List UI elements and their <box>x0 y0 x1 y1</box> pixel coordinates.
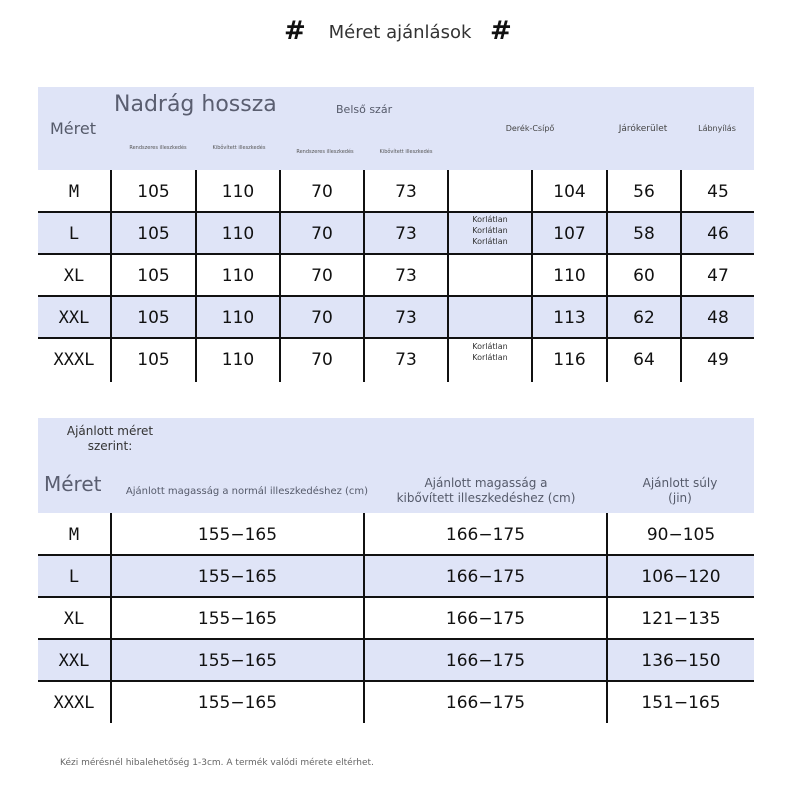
hip-cell: 107 <box>553 224 586 244</box>
length-regular-cell: 105 <box>137 350 170 370</box>
table2-normal-header: Ajánlott magasság a normál illeszkedéshez (cm) <box>125 486 369 497</box>
table2-extended-header-line1: Ajánlott magasság a <box>424 476 548 490</box>
footer-note: Kézi mérésnél hibalehetőség 1-3cm. A termék valódi mérete eltérhet. <box>60 758 374 768</box>
length-regular-cell: 105 <box>137 308 170 328</box>
normal-height-cell: 155−165 <box>197 567 278 587</box>
table1-leg-header: Lábnyílás <box>698 124 736 133</box>
extended-height-cell: 166−175 <box>445 693 526 713</box>
row-divider <box>38 680 754 682</box>
extended-height-cell: 166−175 <box>445 525 526 545</box>
row-divider <box>38 596 754 598</box>
size-cell: XL <box>63 266 85 286</box>
weight-cell: 136−150 <box>641 651 721 671</box>
thigh-cell: 58 <box>633 224 655 244</box>
inseam-regular-cell: 70 <box>311 308 333 328</box>
size-cell: XXXL <box>53 350 95 370</box>
size-cell: L <box>68 224 80 244</box>
table2-weight-header-line1: Ajánlott súly <box>642 476 718 490</box>
waist-note-line: Korlátlan <box>472 215 508 224</box>
size-cell: XXL <box>58 308 90 328</box>
row-divider <box>38 253 754 255</box>
inseam-extended-cell: 73 <box>395 182 417 202</box>
table1-inseam-header: Belső szár <box>336 103 393 116</box>
sub-label: Rendszeres illeszkedés <box>296 149 354 155</box>
thigh-cell: 62 <box>633 308 655 328</box>
table1-length-header: Nadrág hossza <box>114 92 277 117</box>
inseam-extended-cell: 73 <box>395 224 417 244</box>
table2-intro-line1: Ajánlott méret <box>66 424 154 438</box>
leg-opening-cell: 49 <box>707 350 729 370</box>
row-divider <box>38 211 754 213</box>
sub-label: Kibővített illeszkedés <box>212 145 266 151</box>
table2-weight-header-line2: (jin) <box>668 491 692 505</box>
sub-label: Kibővített illeszkedés <box>379 149 433 155</box>
inseam-regular-cell: 70 <box>311 350 333 370</box>
inseam-extended-cell: 73 <box>395 266 417 286</box>
waist-note <box>449 214 531 247</box>
size-cell: L <box>68 567 80 587</box>
table2-extended-header-line2: kibővített illeszkedéshez (cm) <box>396 491 576 505</box>
inseam-regular-cell: 70 <box>311 182 333 202</box>
weight-cell: 121−135 <box>641 609 721 629</box>
sub-label: Rendszeres illeszkedés <box>129 145 187 151</box>
table2-extended-header <box>366 476 606 506</box>
extended-height-cell: 166−175 <box>445 651 526 671</box>
extended-height-cell: 166−175 <box>445 567 526 587</box>
length-extended-cell: 110 <box>221 308 255 328</box>
size-cell: M <box>68 525 80 545</box>
leg-opening-cell: 47 <box>707 266 729 286</box>
waist-note-line: Korlátlan <box>472 353 508 362</box>
table1-thigh-header: Járókerület <box>618 124 668 134</box>
table2-intro <box>64 424 156 454</box>
weight-cell: 106−120 <box>641 567 721 587</box>
page-header <box>0 14 800 54</box>
row-divider <box>38 638 754 640</box>
row-divider <box>38 337 754 339</box>
length-extended-cell: 110 <box>221 350 255 370</box>
hip-cell: 116 <box>553 350 586 370</box>
inseam-extended-cell: 73 <box>395 350 417 370</box>
length-extended-cell: 110 <box>221 182 255 202</box>
hip-cell: 110 <box>553 266 586 286</box>
length-regular-cell: 105 <box>137 224 170 244</box>
normal-height-cell: 155−165 <box>197 609 278 629</box>
size-cell: M <box>68 182 80 202</box>
table2-weight-header <box>608 476 752 506</box>
inseam-extended-cell: 73 <box>395 308 417 328</box>
thigh-cell: 60 <box>633 266 655 286</box>
weight-cell: 90−105 <box>646 525 716 545</box>
length-extended-cell: 110 <box>221 224 255 244</box>
normal-height-cell: 155−165 <box>197 693 278 713</box>
size-cell: XXXL <box>53 693 95 713</box>
table1-waist-header: Derék-Csípő <box>505 124 555 133</box>
hip-cell: 104 <box>553 182 586 202</box>
hip-cell: 113 <box>553 308 586 328</box>
length-regular-cell: 105 <box>137 182 170 202</box>
normal-height-cell: 155−165 <box>197 525 278 545</box>
length-extended-cell: 110 <box>221 266 255 286</box>
waist-note <box>449 341 531 363</box>
size-cell: XXL <box>58 651 90 671</box>
waist-note-line: Korlátlan <box>472 237 508 246</box>
weight-cell: 151−165 <box>641 693 721 713</box>
thigh-cell: 64 <box>633 350 655 370</box>
leg-opening-cell: 45 <box>707 182 729 202</box>
normal-height-cell: 155−165 <box>197 651 278 671</box>
extended-height-cell: 166−175 <box>445 609 526 629</box>
hash-left: # <box>284 16 306 46</box>
page-title: Méret ajánlások <box>328 22 472 43</box>
hash-right: # <box>490 16 512 46</box>
inseam-regular-cell: 70 <box>311 224 333 244</box>
row-divider <box>38 554 754 556</box>
row-divider <box>38 295 754 297</box>
leg-opening-cell: 48 <box>707 308 729 328</box>
inseam-regular-cell: 70 <box>311 266 333 286</box>
waist-note-line: Korlátlan <box>472 342 508 351</box>
table1-size-header: Méret <box>50 119 96 138</box>
size-cell: XL <box>63 609 85 629</box>
table2-intro-line2: szerint: <box>87 439 133 453</box>
table2-size-header: Méret <box>44 472 102 496</box>
length-regular-cell: 105 <box>137 266 170 286</box>
thigh-cell: 56 <box>633 182 655 202</box>
leg-opening-cell: 46 <box>707 224 729 244</box>
waist-note-line: Korlátlan <box>472 226 508 235</box>
